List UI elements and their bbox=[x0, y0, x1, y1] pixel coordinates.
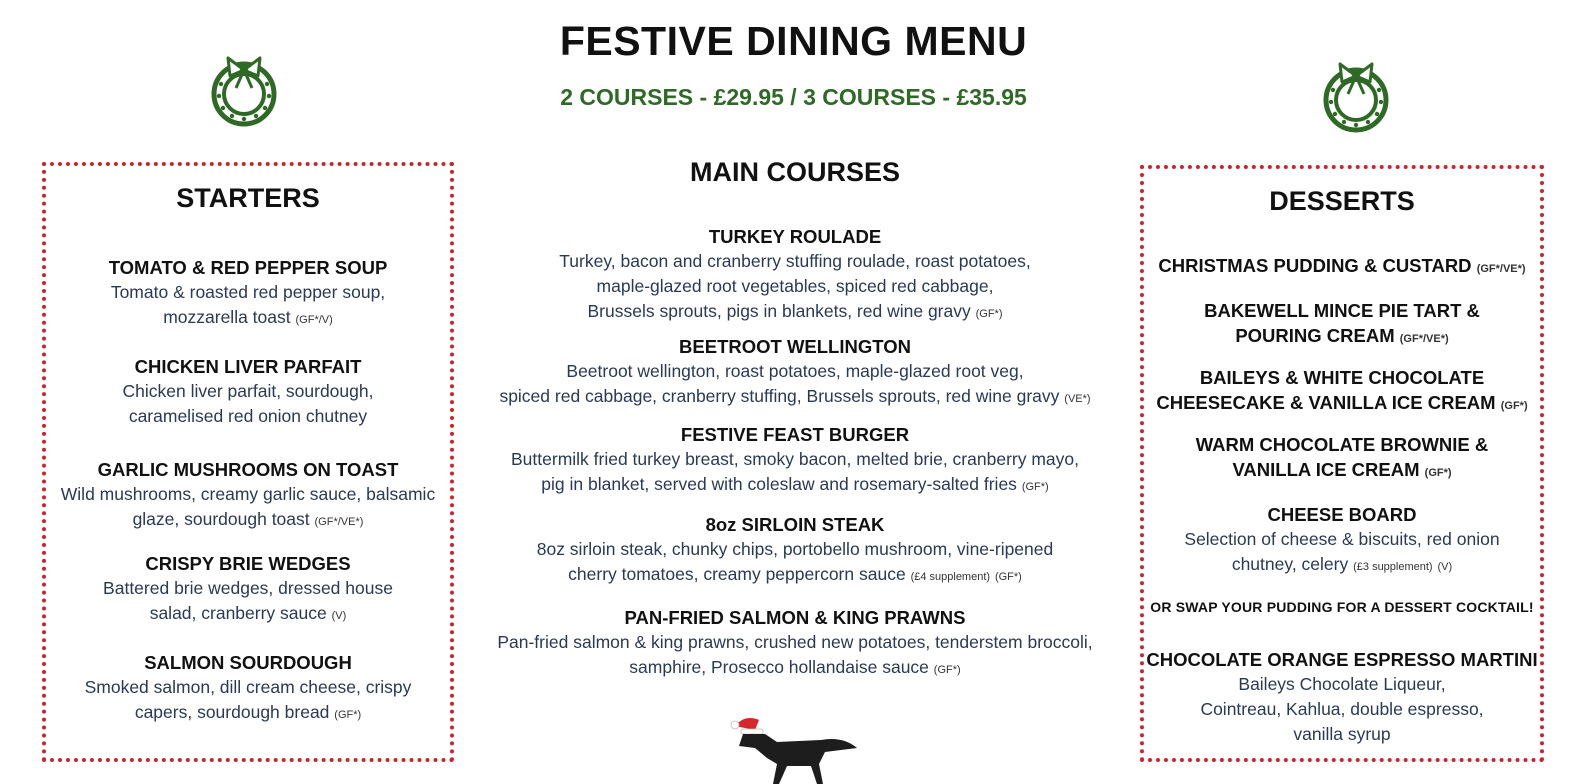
menu-title: FESTIVE DINING MENU bbox=[559, 18, 1028, 64]
main-item bbox=[470, 512, 1120, 590]
starter-item bbox=[42, 650, 454, 728]
dietary-tag: (GF*/VE*) bbox=[314, 516, 364, 528]
item-name: BAILEYS & WHITE CHOCOLATE bbox=[1199, 367, 1485, 388]
dietary-tag: (GF*/VE*) bbox=[1399, 333, 1449, 345]
desserts-section bbox=[1140, 0, 1544, 784]
dietary-tag: (GF*) bbox=[1424, 467, 1452, 479]
starter-item bbox=[42, 354, 454, 429]
item-description: salad, cranberry sauce bbox=[149, 603, 327, 623]
dietary-tag: (GF*/VE*) bbox=[1476, 263, 1526, 275]
starters-section bbox=[42, 0, 454, 784]
item-description: vanilla syrup bbox=[1293, 724, 1391, 744]
course-pricing: 2 COURSES - £29.95 / 3 COURSES - £35.95 bbox=[560, 84, 1027, 110]
item-description: Tomato & roasted red pepper soup, bbox=[110, 282, 386, 302]
item-description: Smoked salmon, dill cream cheese, crispy bbox=[84, 677, 412, 697]
dietary-tag: (GF*) bbox=[933, 664, 961, 676]
dietary-tag: (VE*) bbox=[1064, 393, 1091, 405]
main-item bbox=[470, 334, 1120, 412]
item-description: samphire, Prosecco hollandaise sauce bbox=[629, 657, 929, 677]
item-name: CHRISTMAS PUDDING & CUSTARD bbox=[1158, 255, 1472, 276]
item-description: spiced red cabbage, cranberry stuffing, Brussels sprouts, red wine gravy bbox=[499, 386, 1060, 406]
dietary-tag: (V) bbox=[1437, 561, 1453, 573]
main-item bbox=[470, 224, 1120, 327]
item-description: mozzarella toast bbox=[163, 307, 291, 327]
item-description: Selection of cheese & biscuits, red onion bbox=[1184, 529, 1500, 549]
dessert-item bbox=[1140, 253, 1544, 282]
item-description: Battered brie wedges, dressed house bbox=[103, 578, 393, 598]
item-description: glaze, sourdough toast bbox=[132, 509, 310, 529]
dietary-tag: (GF*) bbox=[994, 571, 1022, 583]
main-courses-section bbox=[470, 0, 1120, 784]
starters-heading: STARTERS bbox=[176, 183, 320, 213]
dietary-tag: (GF*) bbox=[975, 308, 1003, 320]
desserts-heading: DESSERTS bbox=[1269, 186, 1415, 216]
main-item bbox=[470, 422, 1120, 500]
main-courses-heading: MAIN COURSES bbox=[689, 157, 900, 187]
item-description: Wild mushrooms, creamy garlic sauce, balsamic bbox=[60, 484, 436, 504]
dietary-tag: (V) bbox=[331, 610, 347, 622]
item-description: Chicken liver parfait, sourdough, bbox=[122, 381, 374, 401]
cocktail-item bbox=[1140, 647, 1544, 747]
item-name: SALMON SOURDOUGH bbox=[144, 652, 352, 673]
item-description: caramelised red onion chutney bbox=[128, 406, 368, 426]
item-description: capers, sourdough bread bbox=[134, 702, 330, 722]
main-item bbox=[470, 605, 1120, 683]
supplement-note: (£4 supplement) bbox=[910, 571, 991, 583]
dessert-item bbox=[1140, 365, 1544, 419]
item-name: CHOCOLATE ORANGE ESPRESSO MARTINI bbox=[1146, 649, 1538, 670]
item-name: CHEESECAKE & VANILLA ICE CREAM bbox=[1156, 392, 1496, 413]
item-description: maple-glazed root vegetables, spiced red cabbage, bbox=[596, 276, 994, 296]
dessert-item bbox=[1140, 432, 1544, 486]
item-description: Beetroot wellington, roast potatoes, maple-glazed root veg, bbox=[566, 361, 1024, 381]
item-description: Turkey, bacon and cranberry stuffing roulade, roast potatoes, bbox=[559, 251, 1031, 271]
starter-item bbox=[42, 457, 454, 535]
item-description: cherry tomatoes, creamy peppercorn sauce bbox=[568, 564, 906, 584]
item-name: TOMATO & RED PEPPER SOUP bbox=[108, 257, 388, 278]
item-name: FESTIVE FEAST BURGER bbox=[680, 424, 910, 445]
item-name: POURING CREAM bbox=[1235, 325, 1395, 346]
item-name: CHICKEN LIVER PARFAIT bbox=[134, 356, 362, 377]
item-description: Baileys Chocolate Liqueur, bbox=[1238, 674, 1446, 694]
dietary-tag: (GF*) bbox=[334, 709, 362, 721]
dessert-item bbox=[1140, 298, 1544, 352]
dietary-tag: (GF*) bbox=[1500, 400, 1528, 412]
fox-in-santa-hat-icon bbox=[725, 712, 860, 784]
item-description: 8oz sirloin steak, chunky chips, portobello mushroom, vine-ripened bbox=[536, 539, 1054, 559]
starter-item bbox=[42, 551, 454, 629]
item-name: 8oz SIRLOIN STEAK bbox=[705, 514, 885, 535]
cocktail-swap-note: OR SWAP YOUR PUDDING FOR A DESSERT COCKTAIL! bbox=[1150, 599, 1534, 615]
item-description: Buttermilk fried turkey breast, smoky bacon, melted brie, cranberry mayo, bbox=[511, 449, 1079, 469]
dietary-tag: (GF*/V) bbox=[295, 314, 333, 326]
item-name: TURKEY ROULADE bbox=[708, 226, 882, 247]
starter-item bbox=[42, 255, 454, 333]
item-description: chutney, celery bbox=[1231, 554, 1349, 574]
supplement-note: (£3 supplement) bbox=[1353, 561, 1433, 573]
item-name: GARLIC MUSHROOMS ON TOAST bbox=[97, 459, 399, 480]
item-name: BAKEWELL MINCE PIE TART & bbox=[1204, 300, 1480, 321]
dessert-item bbox=[1140, 502, 1544, 580]
item-description: Brussels sprouts, pigs in blankets, red wine gravy bbox=[587, 301, 971, 321]
item-description: pig in blanket, served with coleslaw and rosemary-salted fries bbox=[541, 474, 1017, 494]
item-name: BEETROOT WELLINGTON bbox=[679, 336, 911, 357]
item-name: CRISPY BRIE WEDGES bbox=[145, 553, 351, 574]
item-description: Pan-fried salmon & king prawns, crushed new potatoes, tenderstem broccoli, bbox=[497, 632, 1093, 652]
item-name: VANILLA ICE CREAM bbox=[1232, 459, 1420, 480]
item-description: Cointreau, Kahlua, double espresso, bbox=[1200, 699, 1484, 719]
item-name: WARM CHOCOLATE BROWNIE & bbox=[1195, 434, 1489, 455]
item-name: CHEESE BOARD bbox=[1267, 504, 1417, 525]
dietary-tag: (GF*) bbox=[1021, 481, 1049, 493]
item-name: PAN-FRIED SALMON & KING PRAWNS bbox=[624, 607, 966, 628]
